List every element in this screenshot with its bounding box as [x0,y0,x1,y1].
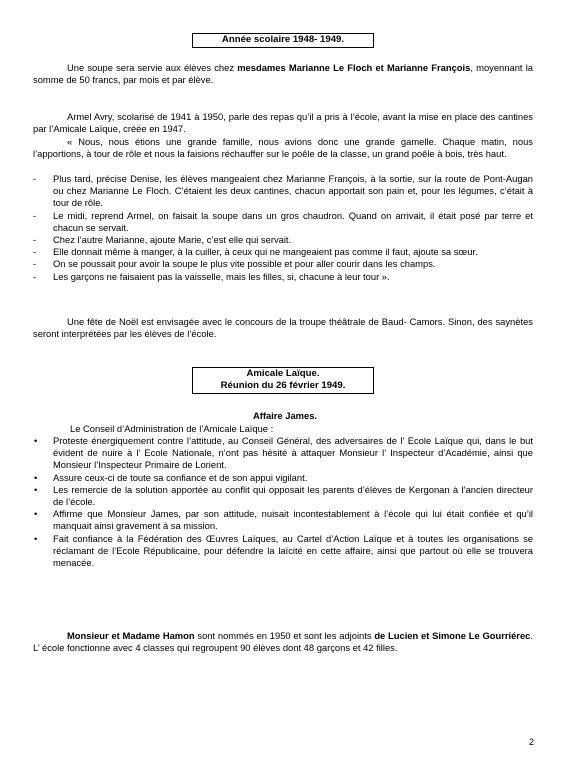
resolution-list [33,435,533,569]
paragraph-hamon: Monsieur et Madame Hamon sont nommés en 1950 et sont les adjoints de Lucien et Simone Le Gourriérec. L’ école fonctionne avec 4 classes qui regroupent 90 élèves dont 48 garçons et 42 filles. [33,630,533,654]
paragraph-armel: Armel Avry, scolarisé de 1941 à 1950, parle des repas qu’il a pris à l’école, avant la mise en place des cantines par l’Amicale Laïque, créée en 1947. [33,111,533,135]
names-bold: Monsieur et Madame Hamon [67,630,195,641]
affaire-title: Affaire James. [252,410,318,421]
names-bold: de Lucien et Simone Le Gourriérec [374,630,531,641]
list-item: • Fait confiance à la Fédération des Œuvres Laïques, au Cartel d’Action Laïque et à toutes les organisations se réclamant de l’Ecole Républicaine, pour défendre la laïcité en cette affaire, ainsi que partout où elle se trouvera menacée. [33,533,533,570]
names-bold: mesdames Marianne Le Floch et Marianne François [237,62,471,73]
list-item: • Assure ceux-ci de toute sa confiance et de son appui vigilant. [33,472,533,484]
list-item: - On se poussait pour avoir la soupe le plus vite possible et pour aller courir dans les champs. [33,258,533,270]
list-item: • Proteste énergiquement contre l’attitude, au Conseil Général, des adversaires de l’ Ecole Laïque qui, dans le but évident de nuire à l’ Ecole Nationale, n’ont pas hésité à attaquer Monsieur l’ Inspecteur d’Académie, ainsi que Monsieur l’Inspecteur Primaire de Lorient. [33,435,533,472]
amicale-title: Amicale Laïque. [246,368,320,379]
paragraph-soupe: Une soupe sera servie aux élèves chez mesdames Marianne Le Floch et Marianne François, moyennant la somme de 50 francs, par mois et par élève. [33,62,533,86]
list-item: - Plus tard, précise Denise, les élèves mangeaient chez Marianne François, à la sortie, sur la route de Pont-Augan ou chez Marianne Le Floch. C’étaient les deux cantines, chacun apportait son pain et, pour les légumes, c’était à tour de rôle. [33,173,533,210]
page-number: 2 [528,737,534,747]
testimony-list [33,173,533,283]
section-title-box [192,33,374,48]
meeting-date: Réunion du 26 février 1949. [220,380,346,391]
paragraph-quote: « Nous, nous étions une grande famille, nous avions donc une grande gamelle. Chaque matin, nous l’apportions, à tour de rôle et nous la faisions réchauffer sur le poêle de la classe, un grand poêle à bois, très haut. [33,136,533,160]
list-item: - Les garçons ne faisaient pas la vaisselle, mais les filles, si, chacune à leur tour ». [33,271,533,283]
amicale-title-box [192,367,374,394]
list-item: - Chez l’autre Marianne, ajoute Marie, c’est elle qui servait. [33,234,533,246]
list-item: • Les remercie de la solution apportée au conflit qui opposait les parents d’élèves de Kergonan à l’ancien directeur de l’école. [33,484,533,508]
section-title: Année scolaire 1948- 1949. [221,34,345,45]
list-item: - Elle donnait même à manger, à la cuiller, à ceux qui ne mangeaient pas comme il faut, ajoute sa sœur. [33,246,533,258]
list-item: • Affirme que Monsieur James, par son attitude, nuisait incontestablement à l’école qui lui était confiée et qu’il manquait ainsi gravement à sa mission. [33,508,533,532]
paragraph-conseil: Le Conseil d’Administration de l’Amicale Laïque : [70,423,274,434]
list-item: - Le midi, reprend Armel, on faisait la soupe dans un gros chaudron. Quand on arrivait, il était posé par terre et chacun se servait. [33,210,533,234]
paragraph-noel: Une fête de Noël est envisagée avec le concours de la troupe théâtrale de Baud- Camors. Sinon, des saynètes seront interprétées par les élèves de l’école. [33,316,533,340]
